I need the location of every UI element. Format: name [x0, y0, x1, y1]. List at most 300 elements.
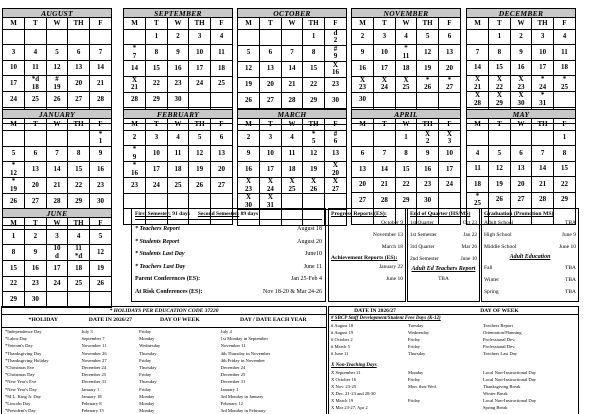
day-cell	[553, 92, 575, 108]
day-cell: 15	[146, 61, 168, 77]
day-cell: 28	[124, 92, 146, 108]
day-cell: 24	[146, 178, 168, 194]
achievement-row	[331, 261, 403, 273]
weekday-header: TH	[303, 18, 325, 29]
day-cell: 15	[303, 61, 325, 77]
weekday-header: F	[553, 119, 575, 130]
weekday-header: M	[3, 18, 25, 29]
sbcp-row	[329, 336, 578, 343]
day-cell: 21	[89, 76, 111, 92]
weekday-header: TH	[417, 119, 439, 130]
day-cell: 6	[510, 146, 532, 162]
day-cell: 7	[281, 45, 303, 61]
day-cell	[395, 92, 417, 108]
weekday-header: F	[89, 218, 111, 229]
day-cell: 16	[25, 261, 47, 277]
sbcp-date: # August 18	[331, 323, 354, 328]
sbcp-day: Friday	[408, 344, 420, 349]
day-cell: 15	[395, 162, 417, 178]
day-cell: X 23	[510, 76, 532, 92]
sbcp-row	[329, 350, 578, 357]
day-cell: 5	[3, 146, 25, 162]
weekday-header: W	[395, 18, 417, 29]
semester-row-label: * Teachers Report	[135, 226, 180, 232]
day-cell: 1	[146, 29, 168, 45]
holiday-row	[2, 350, 326, 357]
day-cell: 18	[281, 162, 303, 178]
day-cell: * 26	[417, 76, 439, 92]
weekday-header: T	[260, 18, 282, 29]
non-teaching-desc: Spring Break	[483, 405, 508, 410]
sbcp-row	[329, 329, 578, 336]
day-cell: 9	[238, 146, 260, 162]
day-cell: 20	[352, 177, 374, 193]
quarter-name: 2nd Semester	[410, 256, 439, 262]
sbcp-heading: # SBCP Staff Development/Student Free Days (K-12)	[331, 316, 441, 321]
sbcp-day: Wednesday	[408, 330, 430, 335]
holiday-day: Thursday	[139, 350, 157, 356]
day-cell: 6	[352, 146, 374, 162]
progress-reports-heading: Progress Reports (ES):	[331, 211, 387, 217]
day-cell: 13	[25, 162, 47, 178]
day-cell: 30	[167, 92, 189, 108]
semester-row	[135, 248, 322, 261]
sbcp-date: # August 19	[331, 330, 354, 335]
day-cell: 25	[68, 276, 90, 292]
day-cell: 17	[46, 261, 68, 277]
day-cell: 30	[417, 193, 439, 209]
month-title: JUNE	[3, 209, 111, 218]
day-cell: 16	[238, 162, 260, 178]
day-cell: 15	[489, 60, 511, 76]
day-cell: 5	[46, 45, 68, 61]
day-cell: 23	[417, 177, 439, 193]
holiday-date: February 8	[81, 400, 102, 406]
weekday-header: W	[167, 18, 189, 29]
day-cell: *d 18	[25, 76, 47, 92]
day-cell: 27	[260, 93, 282, 109]
holiday-row	[2, 386, 326, 393]
day-cell	[3, 29, 25, 45]
non-teaching-day: Mon. thru Wed.	[408, 384, 437, 389]
non-teaching-desc: Winter Break	[483, 391, 508, 396]
month-august	[2, 8, 112, 124]
holiday-row	[2, 335, 326, 342]
holiday-each-year: December 31	[220, 379, 246, 385]
day-cell: X 21	[467, 76, 489, 92]
adult-ed-teachers-report-label: Adult Ed Teachers Report	[411, 266, 476, 272]
day-col-header: DAY OF WEEK	[160, 317, 200, 324]
day-cell: 8	[303, 45, 325, 61]
weekday-header: M	[467, 18, 489, 29]
day-cell: 4	[553, 29, 575, 45]
day-cell: * 7	[124, 45, 146, 61]
weekday-header: T	[489, 18, 511, 29]
day-cell: 26	[489, 192, 511, 208]
day-cell: * 11	[395, 45, 417, 61]
staff-days-table	[328, 306, 579, 414]
achievement-row	[331, 273, 403, 285]
progress-row	[331, 241, 403, 253]
semester-row-value: June10	[305, 251, 322, 258]
weekday-header: F	[553, 18, 575, 29]
day-cell: 9	[25, 245, 47, 261]
day-cell: 19	[89, 261, 111, 277]
quarter-name: 1st Semester	[410, 232, 437, 238]
achievement-date: January 22	[379, 264, 403, 270]
day-cell: 14	[46, 162, 68, 178]
non-teaching-day	[408, 390, 483, 397]
semester-row-value: Nov 18-20 & Mar 24-26	[263, 288, 322, 295]
day-cell: 11	[467, 161, 489, 177]
day-cell: 10	[3, 60, 25, 76]
sbcp-day: Tuesday	[408, 323, 424, 328]
day-cell: 10	[189, 45, 211, 61]
quarter-name: 3rd Quarter	[410, 244, 435, 250]
day-cell	[124, 193, 146, 209]
holiday-name: *Lincoln Day	[5, 400, 31, 406]
day-cell: 3	[146, 130, 168, 146]
day-cell: 9	[510, 45, 532, 61]
day-cell: 30	[89, 194, 111, 210]
day-cell: 14	[124, 61, 146, 77]
weekday-header: M	[352, 18, 374, 29]
day-cell: 11	[553, 45, 575, 61]
day-cell: 7	[467, 45, 489, 61]
day-cell: 27	[25, 194, 47, 210]
day-cell: 2	[238, 130, 260, 146]
weekday-header: T	[25, 18, 47, 29]
day-cell: 13	[352, 162, 374, 178]
day-cell: 24	[3, 92, 25, 108]
day-cell: 5	[238, 45, 260, 61]
non-teaching-date: X Mar 23-27, Apr 2	[331, 405, 368, 410]
day-cell: 18	[553, 60, 575, 76]
day-cell: 12	[46, 60, 68, 76]
weekday-header: F	[210, 18, 232, 29]
weekday-header: F	[210, 119, 232, 130]
end-of-quarter-box	[407, 208, 480, 302]
day-cell: 19	[238, 77, 260, 93]
weekday-header: TH	[189, 18, 211, 29]
non-teaching-row	[329, 397, 578, 404]
quarter-row	[410, 229, 477, 241]
adult-ed-date: TBA	[565, 277, 576, 283]
day-cell: X 30	[238, 194, 260, 210]
semester-row	[135, 223, 322, 236]
day-cell	[25, 130, 47, 146]
day-cell: 15	[68, 162, 90, 178]
semester-row-label: Parent Conferences (ES):	[135, 276, 201, 283]
day-cell: 24	[46, 276, 68, 292]
day-cell: 12	[417, 45, 439, 61]
quarter-date: June 10	[460, 256, 477, 262]
weekday-header: W	[46, 119, 68, 130]
adult-ed-row	[484, 262, 576, 274]
day-cell: 19	[417, 61, 439, 77]
holiday-each-year: December 24	[220, 364, 246, 370]
day-cell: 2	[124, 130, 146, 146]
holiday-date: November 26	[81, 350, 107, 356]
holidays-header-row	[2, 315, 326, 328]
holiday-name: *Christmas Eve	[5, 364, 35, 370]
semester-row-label: * Teachers Last Day	[135, 263, 186, 270]
day-cell: 10	[146, 146, 168, 162]
day-cell: 4	[68, 229, 90, 245]
day-cell: 25	[25, 92, 47, 108]
day-cell: 9	[352, 45, 374, 61]
day-cell: X 24	[374, 76, 396, 92]
day-cell: * 25	[467, 192, 489, 208]
day-cell: 13	[210, 146, 232, 162]
weekday-header: TH	[189, 119, 211, 130]
day-cell: 13	[324, 146, 346, 162]
day-cell: 5	[417, 29, 439, 45]
non-teaching-heading: X Non-Teaching Days	[331, 363, 377, 368]
day-cell	[46, 29, 68, 45]
quarter-name: 1st Quarter	[410, 220, 434, 226]
non-teaching-date: X September 21	[331, 370, 361, 375]
day-cell: 23	[124, 178, 146, 194]
graduation-row	[484, 241, 576, 253]
adult-ed-term: Spring	[484, 289, 499, 295]
day-cell: * 1	[89, 130, 111, 146]
day-cell: 8	[68, 146, 90, 162]
day-cell: 8	[146, 45, 168, 61]
graduation-school: Middle School	[484, 244, 517, 250]
non-teaching-row	[329, 369, 578, 376]
sbcp-desc: Professional Dev.	[483, 344, 516, 349]
day-cell: 27	[352, 193, 374, 209]
day-cell: 14	[281, 61, 303, 77]
holiday-name: *President's Day	[5, 408, 36, 414]
semester-row	[135, 273, 322, 286]
day-cell	[167, 193, 189, 209]
day-cell	[210, 92, 232, 108]
day-cell: 23	[25, 276, 47, 292]
day-cell: 16	[167, 61, 189, 77]
day-cell: 6	[25, 146, 47, 162]
day-cell: 4	[25, 45, 47, 61]
month-title: FEBRUARY	[124, 110, 232, 119]
holiday-name: *New Year's Day	[5, 386, 37, 392]
holiday-each-year: 3rd Monday in February	[220, 408, 266, 414]
semester-row-value: Jan 25-Feb 4	[291, 276, 322, 283]
holiday-name: *Thanksgiving Day	[5, 350, 42, 356]
day-cell: 10	[532, 45, 554, 61]
day-cell	[374, 92, 396, 108]
holiday-name: *Christmas Day	[5, 372, 35, 378]
weekday-header: W	[281, 119, 303, 130]
adult-ed-date: TBA	[565, 289, 576, 295]
holiday-row	[2, 393, 326, 400]
weekday-header: M	[238, 18, 260, 29]
day-cell: 2	[352, 29, 374, 45]
day-cell: 22	[3, 276, 25, 292]
month-title: NOVEMBER	[352, 9, 460, 18]
day-cell: d 2	[324, 29, 346, 45]
holiday-day: Friday	[139, 386, 152, 392]
month-title: MARCH	[238, 110, 346, 119]
day-cell	[146, 193, 168, 209]
day-cell: 17	[532, 60, 554, 76]
day-cell: 1	[553, 130, 575, 146]
quarter-date: Oct 23	[462, 220, 477, 226]
day-cell: 9	[417, 146, 439, 162]
day-cell: 4	[467, 146, 489, 162]
non-teaching-date: X March 19	[331, 398, 354, 403]
day-cell: 22	[68, 178, 90, 194]
day-cell: 4	[167, 130, 189, 146]
holiday-row	[2, 371, 326, 378]
day-cell: 12	[303, 146, 325, 162]
day-cell: 26	[3, 194, 25, 210]
day-cell: 5	[489, 146, 511, 162]
progress-row	[331, 229, 403, 241]
holiday-date: February 15	[81, 408, 104, 414]
day-cell: # 19	[46, 76, 68, 92]
day-cell: 29	[68, 194, 90, 210]
day-cell: X 27	[324, 178, 346, 194]
weekday-header: M	[124, 18, 146, 29]
sbcp-desc: Orientation/Planning	[483, 330, 522, 335]
day-cell: * 31	[532, 92, 554, 108]
day-cell: 19	[489, 177, 511, 193]
weekday-header: TH	[68, 119, 90, 130]
holiday-name: *Independence Day	[5, 329, 42, 334]
day-cell: 24	[438, 177, 460, 193]
day-cell: 18	[210, 61, 232, 77]
day-cell: 17	[146, 162, 168, 178]
quarter-date: Jan 22	[463, 232, 477, 238]
holiday-date: November 11	[81, 343, 107, 349]
holiday-date: September 7	[81, 336, 105, 342]
semester-row-label: * Students Report	[135, 238, 180, 245]
holidays-caption: * HOLIDAYS PER EDUCATION CODE 37220	[2, 307, 326, 315]
day-cell	[3, 130, 25, 146]
graduation-box	[481, 208, 579, 302]
day-cell: 25	[210, 76, 232, 92]
day-cell: 1	[395, 130, 417, 146]
day-cell	[46, 130, 68, 146]
day-cell	[417, 92, 439, 108]
each-year-col-header: DAY / DATE EACH YEAR	[240, 317, 307, 324]
weekday-header: M	[352, 119, 374, 130]
semester-row-value: June 11	[303, 263, 322, 270]
month-title: APRIL	[352, 110, 460, 119]
sbcp-desc: Professional Dev.	[483, 337, 516, 342]
day-cell: 6	[438, 29, 460, 45]
day-cell: 28	[89, 92, 111, 108]
staff-days-header-row	[329, 307, 578, 315]
quarter-row	[410, 217, 477, 229]
day-cell: 13	[510, 161, 532, 177]
day-cell: 28	[281, 93, 303, 109]
day-cell: 7	[89, 45, 111, 61]
day-cell: 17	[189, 61, 211, 77]
day-cell	[510, 130, 532, 146]
day-cell: 24	[189, 76, 211, 92]
day-cell	[68, 292, 90, 308]
day-cell: 8	[395, 146, 417, 162]
non-teaching-row	[329, 404, 578, 411]
progress-row	[331, 217, 403, 229]
day-cell: 13	[260, 61, 282, 77]
weekday-header: TH	[68, 18, 90, 29]
day-cell: 6	[68, 45, 90, 61]
non-teaching-desc: Local Non-Instructional Day	[483, 370, 537, 375]
non-teaching-row	[329, 376, 578, 383]
day-cell: 3	[3, 45, 25, 61]
holiday-row	[2, 342, 326, 349]
graduation-row	[484, 217, 576, 229]
day-cell: 18	[167, 162, 189, 178]
progress-date: November 13	[372, 232, 403, 238]
weekday-header: W	[167, 119, 189, 130]
holiday-each-year: 4th Thursday in November	[220, 350, 271, 356]
month-title: DECEMBER	[467, 9, 575, 18]
day-cell: 20	[68, 76, 90, 92]
progress-date: October 9	[381, 220, 403, 226]
weekday-header: W	[395, 119, 417, 130]
month-title: MAY	[467, 110, 575, 119]
day-cell	[238, 29, 260, 45]
holiday-col-header: *HOLIDAY	[28, 317, 58, 324]
day-cell: 14	[89, 60, 111, 76]
day-cell: 21	[532, 177, 554, 193]
day-cell: 27	[210, 178, 232, 194]
non-teaching-day: Friday	[408, 377, 420, 382]
holiday-name: *Labor Day	[5, 336, 28, 342]
day-cell: 12	[238, 61, 260, 77]
day-cell	[210, 193, 232, 209]
day-cell: 3	[374, 29, 396, 45]
day-cell	[374, 130, 396, 146]
holiday-day: Friday	[139, 357, 152, 363]
day-cell: 21	[374, 177, 396, 193]
weekday-header: M	[3, 218, 25, 229]
day-cell: 26	[238, 93, 260, 109]
day-cell: 3	[532, 29, 554, 45]
second-semester-label: Second Semester:	[197, 211, 240, 217]
day-cell: * 25	[553, 76, 575, 92]
semester-days	[135, 211, 322, 220]
holiday-each-year: February 12	[220, 400, 243, 406]
graduation-row	[484, 229, 576, 241]
day-cell: 29	[303, 93, 325, 109]
holiday-day: Thursday	[139, 364, 157, 370]
non-teaching-desc: Thanksgiving Break	[483, 384, 521, 389]
day-cell: 4	[281, 130, 303, 146]
weekday-header: W	[510, 119, 532, 130]
day-cell: 14	[467, 60, 489, 76]
day-cell: 11	[210, 45, 232, 61]
day-cell	[68, 29, 90, 45]
day-cell: 29	[3, 292, 25, 308]
day-cell: 11	[167, 146, 189, 162]
day-cell: * 12	[3, 162, 25, 178]
first-semester-label: First Semester:	[135, 211, 171, 217]
weekday-header: W	[46, 218, 68, 229]
first-semester-days: 91 days	[172, 211, 190, 217]
non-teaching-day: Monday	[408, 370, 424, 375]
non-teaching-day: Friday	[408, 398, 420, 403]
weekday-header: M	[3, 119, 25, 130]
day-cell: 10	[438, 146, 460, 162]
day-cell: 19	[189, 162, 211, 178]
day-cell: * 27	[438, 76, 460, 92]
weekday-header: F	[89, 119, 111, 130]
